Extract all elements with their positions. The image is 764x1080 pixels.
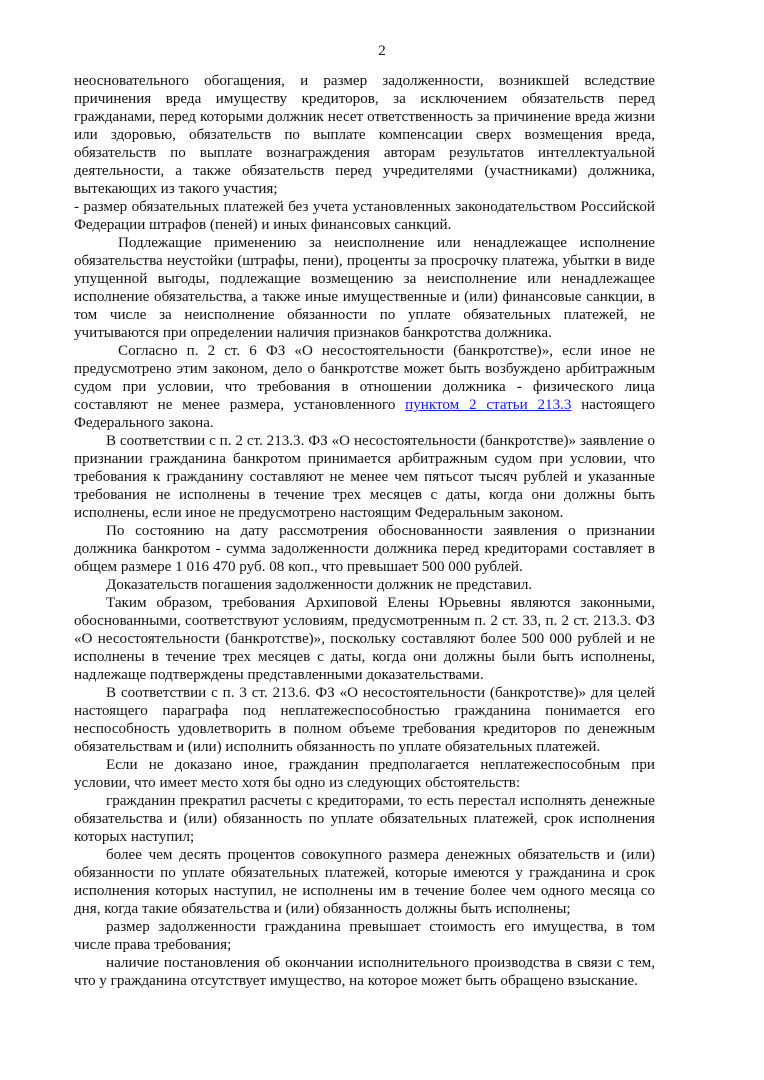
paragraph-3: Подлежащие применению за неисполнение или ненадлежащее исполнение обязательства неустойки (штрафы, пени), проценты за просрочку платежа, убытки в виде упущенной выгоды, подлежащие возмещению за неисполнение или ненадлежащее исполнение обязательства, а также иные имущественные и (или) финансовые санкции, в том числе за неисполнение обязанности по уплате обязательных платежей, не учитываются при определении наличия признаков банкротства должника. bbox=[74, 235, 655, 341]
paragraph-10: Если не доказано иное, гражданин предполагается неплатежеспособным при условии, что имеет место хотя бы одно из следующих обстоятельств: bbox=[74, 757, 655, 791]
paragraph-4 bbox=[74, 342, 655, 432]
document-body bbox=[74, 72, 655, 990]
law-article-link[interactable]: пунктом 2 статьи 213.3 bbox=[405, 397, 572, 413]
paragraph-7: Доказательств погашения задолженности должник не представил. bbox=[106, 577, 533, 593]
paragraph-11: гражданин прекратил расчеты с кредиторами, то есть перестал исполнять денежные обязательства и (или) обязанность по уплате обязательных платежей, срок исполнения которых наступил; bbox=[74, 793, 655, 845]
paragraph-2: - размер обязательных платежей без учета установленных законодательством Российской Федерации штрафов (пеней) и иных финансовых санкций. bbox=[74, 199, 655, 233]
paragraph-1: неосновательного обогащения, и размер задолженности, возникшей вследствие причинения вреда имуществу кредиторов, за исключением обязательств перед гражданами, перед которыми должник несет ответственность за причинение вреда жизни или здоровью, обязательств по выплате компенсации сверх возмещения вреда, обязательств по выплате вознаграждения авторам результатов интеллектуальной деятельности, а также обязательств перед учредителями (участниками) должника, вытекающих из такого участия; bbox=[74, 73, 655, 197]
paragraph-5: В соответствии с п. 2 ст. 213.3. ФЗ «О несостоятельности (банкротстве)» заявление о признании гражданина банкротом принимается арбитражным судом при условии, что требования к гражданину составляют не менее чем пятьсот тысяч рублей и указанные требования не исполнены в течение трех месяцев с даты, когда они должны быть исполнены, если иное не предусмотрено настоящим Федеральным законом. bbox=[74, 433, 655, 521]
paragraph-4-text-before: Согласно п. 2 ст. 6 ФЗ «О несостоятельности (банкротстве)», если иное не предусмотрено этим законом, дело о банкротстве может быть возбуждено арбитражным судом при условии, что требования в отношении должника - физического лица составляют не менее размера, установленного bbox=[74, 343, 655, 413]
paragraph-4-text-after: настоящего Федерального закона. bbox=[74, 397, 655, 431]
paragraph-13: размер задолженности гражданина превышает стоимость его имущества, в том числе права требования; bbox=[74, 919, 655, 953]
paragraph-14: наличие постановления об окончании исполнительного производства в связи с тем, что у гражданина отсутствует имущество, на которое может быть обращено взыскание. bbox=[74, 955, 655, 989]
paragraph-6: По состоянию на дату рассмотрения обоснованности заявления о признании должника банкротом - сумма задолженности должника перед кредиторами составляет в общем размере 1 016 470 руб. 08 коп., что превышает 500 000 рублей. bbox=[74, 523, 655, 575]
paragraph-8: Таким образом, требования Архиповой Елены Юрьевны являются законными, обоснованными, соответствуют условиям, предусмотренным п. 2 ст. 33, п. 2 ст. 213.3. ФЗ «О несостоятельности (банкротстве)», поскольку составляют более 500 000 рублей и не исполнены в течение трех месяцев с даты, когда они должны были быть исполнены, надлежаще подтверждены представленными доказательствами. bbox=[74, 595, 655, 683]
page-number: 2 bbox=[378, 43, 386, 59]
paragraph-9: В соответствии с п. 3 ст. 213.6. ФЗ «О несостоятельности (банкротстве)» для целей настоящего параграфа под неплатежеспособностью гражданина понимается его неспособность удовлетворить в полном объеме требования кредиторов по денежным обязательствам и (или) исполнить обязанность по уплате обязательных платежей. bbox=[74, 685, 655, 755]
paragraph-12: более чем десять процентов совокупного размера денежных обязательств и (или) обязанности по уплате обязательных платежей, которые имеются у гражданина и срок исполнения которых наступил, не исполнены им в течение более чем одного месяца со дня, когда такие обязательства и (или) обязанность должны быть исполнены; bbox=[74, 847, 655, 917]
